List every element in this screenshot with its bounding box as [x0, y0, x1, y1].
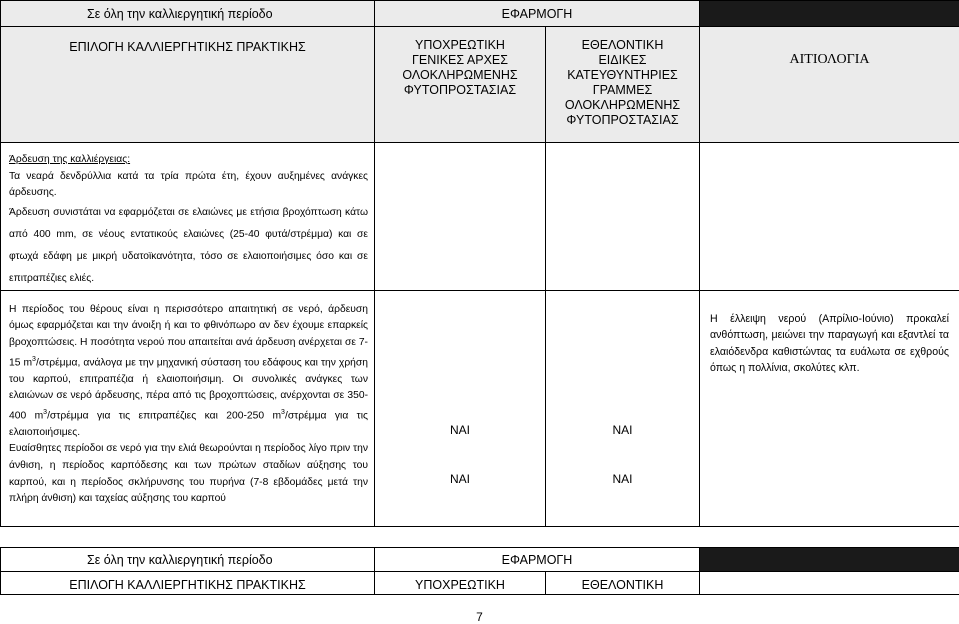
- row2-mandatory-yes-2: ΝΑΙ: [449, 471, 470, 486]
- row2-voluntary-yes-1: ΝΑΙ: [612, 422, 633, 437]
- row2-justification-cell: [700, 290, 959, 526]
- header-voluntary-line-2: ΕΙΔΙΚΕΣ: [598, 53, 647, 67]
- row1-justification-cell: [700, 143, 959, 291]
- row2-sup-1: 3: [32, 355, 36, 363]
- row2-text: [9, 302, 368, 508]
- row2-mandatory-cell: [375, 290, 546, 526]
- row2-justification-text: Η έλλειψη νερού (Απρίλιο-Ιούνιο) προκαλεί ανθόπτωση, μειώνει την παραγωγή και εξαντλεί τα ελαιόδενδρα καθιστώντας τα ευάλωτα σε εχθρούς όπως η πολλίνια, σκολύτες κλπ.: [710, 312, 949, 375]
- row1-voluntary-cell: [546, 143, 700, 291]
- header-period-cell: [1, 1, 375, 27]
- row1-heading: Άρδευση της καλλιέργειας:: [9, 154, 131, 165]
- row2-paragraph-3c: /στρέμμα για τις ελαιοποιήσιμες.: [9, 410, 368, 438]
- row1-paragraph-1: Τα νεαρά δενδρύλλια κατά τα τρία πρώτα έτη, έχουν αυξημένες ανάγκες άρδευσης.: [9, 170, 368, 199]
- header-voluntary-cell: [546, 27, 700, 143]
- row2-paragraph-3a: Οι συνολικές ανάγκες των ελαιώνων σε νερό άρδευσης, πέρα από τις βροχοπτώσεις, ανέρχονται σε 350-400 m: [9, 373, 368, 422]
- cont-justification-cell: [700, 572, 959, 595]
- cont-period-label: Σε όλη την καλλιεργητική περίοδο: [87, 553, 273, 567]
- header-mandatory-cell: [375, 27, 546, 143]
- row2-voluntary-cell: [546, 290, 700, 526]
- row2-voluntary-yes-2: ΝΑΙ: [612, 471, 633, 486]
- cont-mandatory-cell: [375, 572, 546, 595]
- row2-practice-cell: [1, 290, 375, 526]
- continuation-header-table: [0, 547, 959, 595]
- row2-mandatory-yes-1: ΝΑΙ: [449, 422, 470, 437]
- header-mandatory-line-3: ΟΛΟΚΛΗΡΩΜΕΝΗΣ: [402, 68, 518, 82]
- cont-mandatory-label: ΥΠΟΧΡΕΩΤΙΚΗ: [415, 578, 505, 592]
- header-dark-cell: [700, 1, 959, 27]
- row1-paragraph-2: Άρδευση συνιστάται να εφαρμόζεται σε ελαιώνες με ετήσια βροχόπτωση κάτω από 400 mm, σε νέους εντατικούς ελαιώνες (25-40 φυτά/στρέμμα) και σε φτωχά εδάφη με μικρή υδατοϊκανότητα, τόσο σε ελαιοποιήσιμες όσο και σε επιτραπέζιες ελιές.: [9, 206, 368, 284]
- row2-paragraph-2b: /στρέμμα, ανάλογα με την μηχανική σύσταση του εδάφους και την χρήση του καρπού, επιτραπέζια ή ελαιοποιήσιμη.: [9, 356, 368, 385]
- cont-practice-cell: [1, 572, 375, 595]
- cont-voluntary-cell: [546, 572, 700, 595]
- header-practice-label: ΕΠΙΛΟΓΗ ΚΑΛΛΙΕΡΓΗΤΙΚΗΣ ΠΡΑΚΤΙΚΗΣ: [69, 40, 306, 54]
- row2-sup-2: 3: [43, 408, 48, 416]
- header-period-label: Σε όλη την καλλιεργητική περίοδο: [87, 7, 273, 21]
- row1-text: [9, 152, 368, 290]
- row2-paragraph-2a: Η ποσότητα νερού που απαιτείται ανά άρδευση ανέρχεται σε 7-15 m: [9, 336, 368, 368]
- cont-application-label: ΕΦΑΡΜΟΓΗ: [501, 553, 573, 567]
- header-mandatory-line-1: ΥΠΟΧΡΕΩΤΙΚΗ: [415, 38, 505, 52]
- header-voluntary-line-3: ΚΑΤΕΥΘΥΝΤΗΡΙΕΣ: [567, 68, 678, 82]
- row2-paragraph-3b: /στρέμμα για τις επιτραπέζιες και 200-250 m: [47, 410, 282, 422]
- header-voluntary-line-5: ΟΛΟΚΛΗΡΩΜΕΝΗΣ: [564, 98, 681, 112]
- row1-practice-cell: [1, 143, 375, 291]
- cont-period-cell: [1, 548, 375, 572]
- row2-sup-3: 3: [281, 408, 285, 416]
- header-application-cell: [375, 1, 700, 27]
- header-justification-cell: [700, 27, 959, 143]
- header-mandatory-line-4: ΦΥΤΟΠΡΟΣΤΑΣΙΑΣ: [403, 83, 517, 97]
- page-number: 7: [476, 610, 483, 624]
- cont-practice-label: ΕΠΙΛΟΓΗ ΚΑΛΛΙΕΡΓΗΤΙΚΗΣ ΠΡΑΚΤΙΚΗΣ: [69, 578, 306, 592]
- row2-paragraph-1: Η περίοδος του θέρους είναι η περισσότερο απαιτητική σε νερό, άρδευση όμως εφαρμόζεται και την άνοιξη ή και το φθινόπωρο αν δεν έχουμε επαρκείς βροχοπτώσεις.: [9, 303, 368, 348]
- header-voluntary-line-4: ΓΡΑΜΜΕΣ: [592, 83, 653, 97]
- cont-dark-cell: [700, 548, 959, 572]
- header-practice-cell: [1, 27, 375, 143]
- header-justification-label: ΑΙΤΙΟΛΟΓΙΑ: [789, 52, 870, 67]
- header-voluntary-line-6: ΦΥΤΟΠΡΟΣΤΑΣΙΑΣ: [566, 113, 679, 127]
- row1-mandatory-cell: [375, 143, 546, 291]
- row2-paragraph-4: Ευαίσθητες περίοδοι σε νερό για την ελιά θεωρούνται η περίοδος λίγο πριν την άνθιση, η περίοδος καρπόδεσης και των πρώτων σταδίων αύξησης του καρπού, και η περίοδος σκλήρυνσης του πυρήνα (7-8 εβδομάδες μετά την πλήρη άνθιση) και ταχείας αύξησης του καρπού: [9, 443, 368, 505]
- header-mandatory-line-2: ΓΕΝΙΚΕΣ ΑΡΧΕΣ: [412, 53, 508, 67]
- header-voluntary-line-1: ΕΘΕΛΟΝΤΙΚΗ: [581, 38, 664, 52]
- cont-application-cell: [375, 548, 700, 572]
- header-application-label: ΕΦΑΡΜΟΓΗ: [501, 7, 573, 21]
- cont-voluntary-label: ΕΘΕΛΟΝΤΙΚΗ: [581, 578, 664, 592]
